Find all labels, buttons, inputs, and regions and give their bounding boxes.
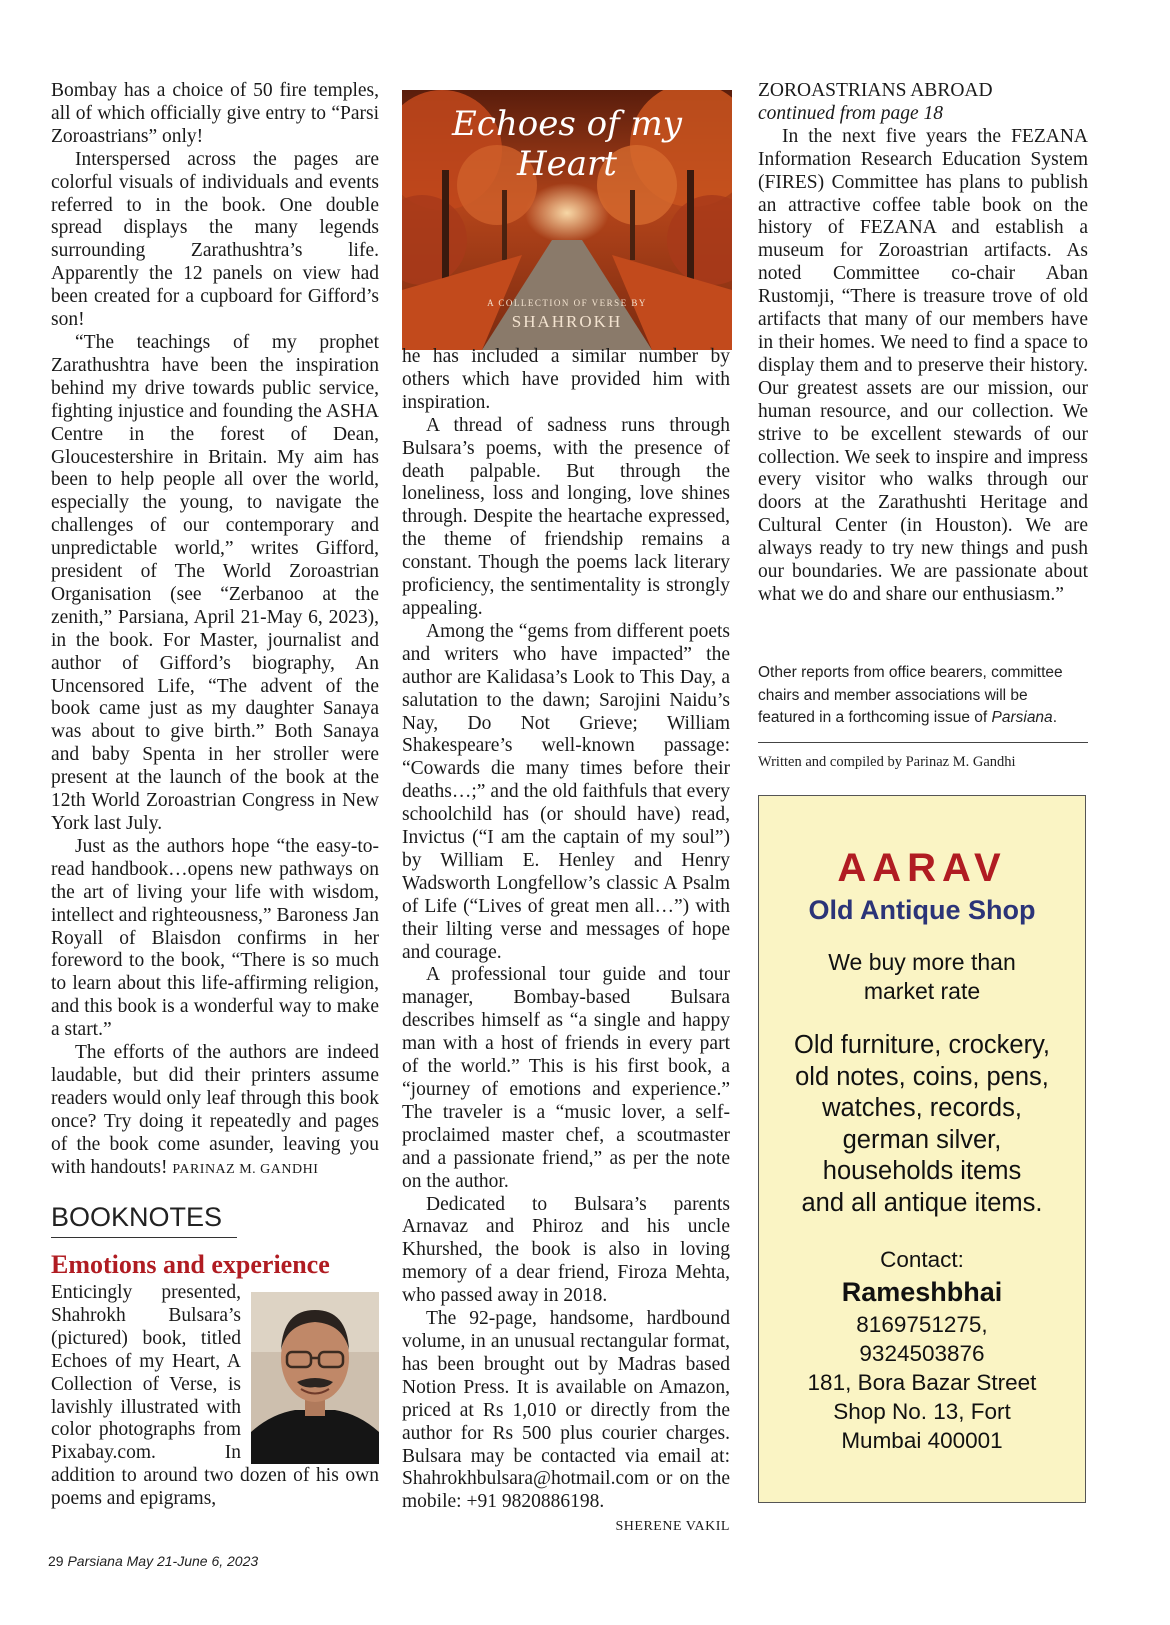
footnote-text: Other reports from office bearers, committee chairs and member associations will be featured in a forthcoming issue of [758, 664, 1063, 726]
ad-address-line: 181, Bora Bazar Street [807, 1370, 1037, 1395]
paragraph: Interspersed across the pages are colorful visuals of individuals and events referred to in the book. One double spread displays the many legends surrounding Zarathushtra’s life. Apparently the 12 panels on view had been created for a cupboard for Gifford’s son! [51, 148, 379, 331]
section-heading: ZOROASTRIANS ABROAD [758, 80, 993, 101]
paragraph: Bombay has a choice of 50 fire temples, all of which officially give entry to “Parsi Zoroastrians” only! [51, 80, 379, 147]
ad-phones [759, 1310, 1085, 1368]
continued-note: continued from page 18 [758, 102, 944, 124]
ad-title: AARAV [837, 846, 1007, 890]
paragraph: Among the “gems from different poets and writers who have impacted” the author are Kalidasa’s Look to This Day, a salutation to the dawn; Sarojini Naidu’s Nay, Do Not Grieve; William Shakespeare’s well-known passage: “Cowards die many times before their deaths…;” and the old faithfuls that every schoolchild has (or should have) read, Invictus (“I am the captain of my soul”) by William E. Henley and Henry Wadsworth Longfellow’s classic A Psalm of Life (“Lives of great men all…”) with their lilting verse and messages of hope and courage. [402, 620, 730, 963]
advertisement-box [758, 795, 1086, 1503]
ad-item: Old furniture, crockery, [793, 1031, 1051, 1059]
paragraph: Just as the authors hope “the easy-to-read handbook…opens new pathways on the art of living your life with wisdom, intellect and righteousness,” Baroness Jan Royall of Blaisdon confirms in her foreword to the book, “There is so much to learn about this life-affirming religion, and this book is a wonderful way to make a start.” [51, 835, 379, 1041]
book-cover-author: SHAHROKH [511, 312, 623, 331]
ad-item: watches, records, [822, 1094, 1022, 1122]
issue-date: May 21-June 6, 2023 [126, 1553, 259, 1569]
paragraph: he has included a similar number by others which have provided him with inspiration. [402, 346, 730, 413]
author-signature: PARINAZ M. GANDHI [172, 1161, 319, 1177]
ad-address [759, 1368, 1085, 1455]
ad-contact-label: Contact: [880, 1247, 964, 1272]
book-cover-title: Echoes of my Heart [452, 104, 682, 184]
author-signature: SHERENE VAKIL [615, 1519, 730, 1535]
ad-contact-name: Rameshbhai [841, 1277, 1003, 1307]
paragraph: The 92-page, handsome, hardbound volume, in an unusual rectangular format, has been brought out by Madras based Notion Press. It is available on Amazon, priced at Rs 1,010 or directly from the author for Rs 500 plus courier charges. Bulsara may be contacted via email at: Shahrokhbulsara@hotmail.com or on the mobile: +91 9820886198. [402, 1308, 730, 1513]
book-cover-image [402, 90, 732, 350]
ad-item: german silver, [842, 1125, 1002, 1154]
section-label-booknotes: BOOKNOTES [51, 1202, 237, 1238]
ad-items-list [759, 1030, 1085, 1219]
column-1-article [51, 80, 379, 1182]
ad-phone: 9324503876 [859, 1341, 985, 1366]
paragraph: Dedicated to Bulsara’s parents Arnavaz and Phiroz and his uncle Khurshed, the book is also in loving memory of a dear friend, Firoza Mehta, who passed away in 2018. [402, 1193, 730, 1307]
author-photo [251, 1292, 379, 1464]
article-title: Emotions and experience [51, 1250, 330, 1279]
credit-line: Written and compiled by Parinaz M. Gandhi [758, 754, 1016, 770]
column-2-article [402, 346, 730, 1539]
booknotes-body [51, 1282, 379, 1511]
book-cover-subtitle: A COLLECTION OF VERSE BY [487, 298, 647, 308]
divider [758, 742, 1088, 743]
ad-item: and all antique items. [801, 1188, 1043, 1217]
column-3-article [758, 80, 1088, 607]
ad-address-line: Mumbai 400001 [841, 1428, 1003, 1453]
ad-rate-line: We buy more than [828, 949, 1016, 975]
ad-rate-line: market rate [863, 978, 981, 1004]
page-number: 29 [48, 1553, 64, 1569]
paragraph: A thread of sadness runs through Bulsara’s poems, with the presence of death palpable. But through the loneliness, loss and longing, love shines through. Despite the heartache expressed, the theme of friendship remains a constant. Though the poems lack literary proficiency, the sentimentality is strongly appealing. [402, 414, 730, 619]
footnote-publication: Parsiana [991, 709, 1053, 726]
booknotes-paragraph: Enticingly presented, Shahrokh Bulsara’s (pictured) book, titled Echoes of my Heart, A Collection of Verse, is lavishly illustrated with color photographs from Pixabay.com. In addition to around two dozen of his own poems and epigrams, [51, 1282, 379, 1510]
ad-subtitle: Old Antique Shop [808, 895, 1036, 925]
ad-phone: 8169751275, [856, 1312, 988, 1337]
paragraph: “The teachings of my prophet Zarathushtra have been the inspiration behind my drive towards public service, fighting injustice and founding the ASHA Centre in the forest of Dean, Gloucestershire in Britain. My aim has been to help people all over the world, especially the young, to navigate the challenges of our contemporary and unpredictable world,” writes Gifford, president of The World Zoroastrian Organisation (see “Zerbanoo at the zenith,” Parsiana, April 21-May 6, 2023), in the book. For Master, journalist and author of Gifford’s biography, An Uncensored Life, “The advent of the book came just as my daughter Sanaya was about to give birth.” Both Sanaya and baby Spenta in her stroller were present at the launch of the book at the 12th World Zoroastrian Congress in New York last July. [51, 331, 379, 834]
paragraph: A professional tour guide and tour manager, Bombay-based Bulsara describes himself as “a single and happy man with a host of friends in every part of the world.” This is his first book, a “journey of emotions and experience.” The traveler is a “music lover, a self-proclaimed master chef, a scoutmaster and a passionate friend,” as per the note on the author. [402, 964, 730, 1192]
paragraph: In the next five years the FEZANA Information Research Education System (FIRES) Committee has plans to publish an attractive coffee table book on the history of FEZANA and establish a museum for Zoroastrian artifacts. As noted Committee co-chair Aban Rustomji, “There is treasure trove of old artifacts that many of our members have in their homes. We need to find a space to display them and to preserve their history. Our greatest assets are our mission, our human resource, and our collection. We strive to be excellent stewards of our collection. We seek to inspire and impress every visitor who walks through our doors at the Zarathushti Heritage and Cultural Center (in Houston). We are always ready to try new things and push our boundaries. We are passionate about what we do and share our enthusiasm.” [758, 125, 1088, 605]
paragraph-text: The efforts of the authors are indeed laudable, but did their printers assume readers would only leaf through this book once? Try doing it repeatedly and pages of the book come asunder, leaving you with handouts! [51, 1042, 379, 1178]
publication-name: Parsiana [67, 1553, 123, 1569]
ad-item: old notes, coins, pens, [795, 1062, 1049, 1091]
ad-item: households items [822, 1157, 1022, 1185]
footnote: Other reports from office bearers, committee chairs and member associations will be featured in a forthcoming issue of Parsiana. [758, 664, 1063, 726]
page-footer [48, 1553, 258, 1569]
ad-address-line: Shop No. 13, Fort [833, 1399, 1011, 1424]
paragraph-with-signature [51, 1042, 379, 1181]
ad-rate [759, 948, 1085, 1006]
